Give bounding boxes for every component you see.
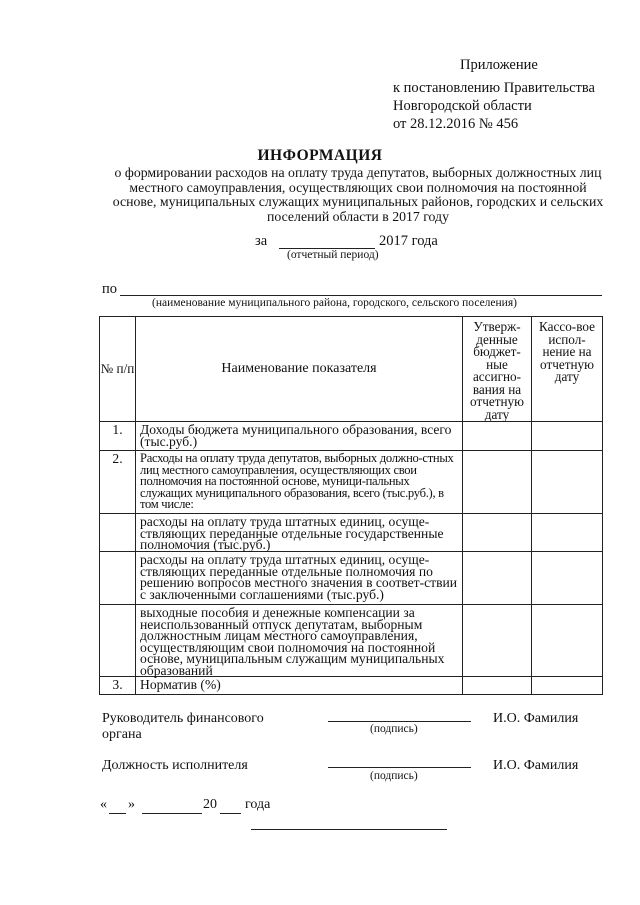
header-num: № п/п xyxy=(100,317,136,422)
table-row xyxy=(100,422,603,451)
period-prefix: за xyxy=(255,233,268,249)
header-approved: Утверж-денные бюджет-ные ассигно-вания на отчетную дату xyxy=(463,317,532,422)
row-approved-value[interactable] xyxy=(463,514,532,552)
row-name: выходные пособия и денежные компенсации за неиспользованный отпуск депутатам, выборным должностным лицам местного самоуправления, осуществляющим свои полномочия на постоянной основе, муниципальным служащим муниципальных образований xyxy=(136,605,463,677)
row-approved-value[interactable] xyxy=(463,552,532,605)
row-cash-value[interactable] xyxy=(532,552,603,605)
date-year-prefix: 20 xyxy=(203,797,217,812)
header-name: Наименование показателя xyxy=(136,317,463,422)
row-num xyxy=(100,514,136,552)
row-approved-value[interactable] xyxy=(463,451,532,514)
row-cash-value[interactable] xyxy=(532,514,603,552)
appendix-label: Приложение xyxy=(460,57,538,73)
entity-prefix: по xyxy=(102,281,118,297)
entity-input-line[interactable] xyxy=(120,295,602,296)
indicator-table xyxy=(99,316,603,695)
head-label-line-2: органа xyxy=(102,727,142,742)
executor-name: И.О. Фамилия xyxy=(493,758,579,773)
row-cash-value[interactable] xyxy=(532,677,603,695)
row-approved-value[interactable] xyxy=(463,677,532,695)
date-day-line[interactable] xyxy=(109,813,126,814)
row-name: Доходы бюджета муниципального образования, всего (тыс.руб.) xyxy=(136,422,463,451)
row-approved-value[interactable] xyxy=(463,422,532,451)
row-num: 2. xyxy=(100,451,136,514)
table-row xyxy=(100,451,603,514)
date-year-suffix: года xyxy=(245,797,271,812)
date-year-line[interactable] xyxy=(220,813,241,814)
row-name: расходы на оплату труда штатных единиц, осуще-ствляющих переданные отдельные полномочия по решению вопросов местного значения в соответ-ствии с заключенными соглашениями (тыс.руб.) xyxy=(136,552,463,605)
resolution-date: от 28.12.2016 № 456 xyxy=(393,116,519,132)
table-row xyxy=(100,552,603,605)
resolution-line-2: Новгородской области xyxy=(393,98,532,114)
date-month-line[interactable] xyxy=(142,813,202,814)
entity-caption: (наименование муниципального района, городского, сельского поселения) xyxy=(152,297,517,309)
document-title: ИНФОРМАЦИЯ xyxy=(257,147,383,164)
row-num xyxy=(100,605,136,677)
table-header-row xyxy=(100,317,603,422)
table-row xyxy=(100,514,603,552)
head-name: И.О. Фамилия xyxy=(493,711,579,726)
row-cash-value[interactable] xyxy=(532,422,603,451)
row-cash-value[interactable] xyxy=(532,605,603,677)
table-row xyxy=(100,605,603,677)
period-suffix: 2017 года xyxy=(379,233,438,249)
row-name: Расходы на оплату труда депутатов, выборных должно-стных лиц местного самоуправления, осуществляющих свои полномочия на постоянной основе, муници-пальных служащих муниципального образования, всего (тыс.руб.), в том числе: xyxy=(136,451,463,514)
table-row xyxy=(100,677,603,695)
period-caption: (отчетный период) xyxy=(287,249,379,261)
row-num: 1. xyxy=(100,422,136,451)
row-num xyxy=(100,552,136,605)
date-close-quote: » xyxy=(128,797,135,812)
head-label-line-1: Руководитель финансового xyxy=(102,711,264,726)
bottom-divider xyxy=(251,829,447,830)
header-cash: Кассо-вое испол-нение на отчетную дату xyxy=(532,317,603,422)
row-cash-value[interactable] xyxy=(532,451,603,514)
head-signature-line[interactable] xyxy=(328,721,471,722)
row-name: расходы на оплату труда штатных единиц, осуще-ствляющих переданные отдельные государственные полномочия (тыс.руб.) xyxy=(136,514,463,552)
row-name: Норматив (%) xyxy=(136,677,463,695)
head-signature-caption: (подпись) xyxy=(370,723,418,735)
executor-signature-line[interactable] xyxy=(328,767,471,768)
resolution-line-1: к постановлению Правительства xyxy=(393,80,595,96)
executor-signature-caption: (подпись) xyxy=(370,770,418,782)
row-approved-value[interactable] xyxy=(463,605,532,677)
row-num: 3. xyxy=(100,677,136,695)
executor-label: Должность исполнителя xyxy=(102,758,248,773)
document-subtitle: о формировании расходов на оплату труда депутатов, выборных должностных лиц местного самоуправления, осуществляющих свои полномочия на постоянной основе, муниципальных служащих муниципальных районов, городских и сельских поселений области в 2017 году xyxy=(112,165,604,224)
date-open-quote: « xyxy=(100,797,107,812)
